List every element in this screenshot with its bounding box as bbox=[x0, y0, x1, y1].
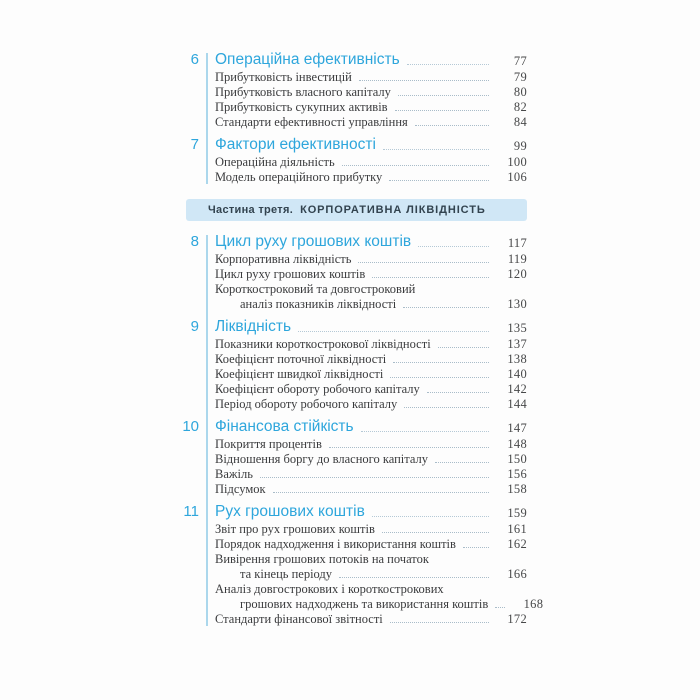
entry-page-number: 119 bbox=[507, 252, 527, 266]
toc-entry bbox=[215, 170, 527, 185]
toc-entry bbox=[215, 352, 527, 367]
dotted-leader bbox=[359, 80, 489, 81]
dotted-leader bbox=[393, 362, 489, 363]
part-label: Частина третя. bbox=[208, 204, 294, 216]
chapter-title-row bbox=[215, 232, 527, 252]
chapter-page-number: 147 bbox=[507, 421, 527, 435]
dotted-leader bbox=[495, 607, 505, 608]
toc-group-part3 bbox=[179, 232, 544, 627]
chapter-title-row bbox=[215, 502, 527, 522]
chapter-number: 8 bbox=[190, 233, 199, 250]
toc-entry bbox=[215, 267, 527, 282]
toc-entry bbox=[215, 337, 527, 352]
chapter-title: Фінансова стійкість bbox=[215, 418, 354, 435]
toc-entry bbox=[215, 382, 527, 397]
chapter-page-number: 159 bbox=[507, 506, 527, 520]
entry-page-number: 168 bbox=[523, 597, 544, 611]
entry-page-number: 142 bbox=[507, 382, 527, 396]
chapter-page-number: 77 bbox=[513, 54, 527, 68]
chapter-number: 9 bbox=[190, 318, 199, 335]
entry-label: Прибутковість інвестицій bbox=[215, 70, 352, 84]
toc-entry bbox=[215, 537, 527, 552]
dotted-leader bbox=[395, 110, 489, 111]
toc-chapter-6 bbox=[179, 50, 527, 130]
entry-page-number: 150 bbox=[507, 452, 527, 466]
toc-entry bbox=[215, 85, 527, 100]
entry-label: Операційна діяльність bbox=[215, 155, 335, 169]
toc-group-part2 bbox=[179, 50, 527, 185]
toc-entry bbox=[215, 552, 527, 582]
dotted-leader bbox=[372, 277, 489, 278]
chapter-title: Фактори ефективності bbox=[215, 136, 376, 153]
entry-label: Стандарти фінансової звітності bbox=[215, 612, 383, 626]
entry-page-number: 161 bbox=[507, 522, 527, 536]
part-banner bbox=[186, 199, 527, 221]
entry-page-number: 80 bbox=[513, 85, 527, 99]
entry-label: Звіт про рух грошових коштів bbox=[215, 522, 375, 536]
dotted-leader bbox=[383, 149, 489, 150]
entry-label: Коефіцієнт обороту робочого капіталу bbox=[215, 382, 420, 396]
entry-label: Модель операційного прибутку bbox=[215, 170, 383, 184]
chapter-title-row bbox=[215, 50, 527, 70]
entry-page-number: 166 bbox=[507, 567, 527, 581]
dotted-leader bbox=[342, 165, 489, 166]
dotted-leader bbox=[407, 64, 489, 65]
chapter-title: Ліквідність bbox=[215, 318, 292, 335]
entry-label: Відношення боргу до власного капіталу bbox=[215, 452, 429, 466]
dotted-leader bbox=[390, 377, 489, 378]
entry-page-number: 158 bbox=[507, 482, 527, 496]
toc-entry bbox=[215, 70, 527, 85]
dotted-leader bbox=[372, 516, 489, 517]
chapter-rule-line bbox=[206, 53, 208, 184]
chapter-title: Рух грошових коштів bbox=[215, 503, 365, 520]
dotted-leader bbox=[403, 307, 489, 308]
dotted-leader bbox=[415, 125, 489, 126]
entry-label: Підсумок bbox=[215, 482, 266, 496]
entry-label: Стандарти ефективності управління bbox=[215, 115, 408, 129]
entry-label: Аналіз довгострокових і короткострокових bbox=[215, 582, 444, 596]
entry-page-number: 84 bbox=[513, 115, 527, 129]
dotted-leader bbox=[361, 431, 489, 432]
entry-page-number: 162 bbox=[507, 537, 527, 551]
entry-label-continued: та кінець періоду bbox=[240, 567, 333, 581]
toc-chapter-10 bbox=[179, 417, 527, 497]
entry-page-number: 138 bbox=[507, 352, 527, 366]
toc-chapter-9 bbox=[179, 317, 527, 412]
dotted-leader bbox=[438, 347, 489, 348]
entry-label: Покриття процентів bbox=[215, 437, 322, 451]
table-of-contents bbox=[179, 50, 544, 627]
entry-label: Важіль bbox=[215, 467, 253, 481]
entry-page-number: 100 bbox=[507, 155, 527, 169]
toc-entry bbox=[215, 397, 527, 412]
toc-entry bbox=[215, 522, 527, 537]
toc-entry bbox=[215, 452, 527, 467]
toc-entry bbox=[215, 437, 527, 452]
dotted-leader bbox=[260, 477, 489, 478]
toc-chapter-7 bbox=[179, 135, 527, 185]
chapter-title-row bbox=[215, 317, 527, 337]
dotted-leader bbox=[273, 492, 489, 493]
dotted-leader bbox=[389, 180, 489, 181]
dotted-leader bbox=[404, 407, 489, 408]
toc-entry bbox=[215, 482, 527, 497]
entry-label: Період обороту робочого капіталу bbox=[215, 397, 398, 411]
toc-chapter-8 bbox=[179, 232, 527, 312]
entry-label: Коефіцієнт швидкої ліквідності bbox=[215, 367, 384, 381]
chapter-rule-line bbox=[206, 235, 208, 626]
entry-page-number: 156 bbox=[507, 467, 527, 481]
chapter-number: 10 bbox=[182, 418, 199, 435]
entry-page-number: 120 bbox=[507, 267, 527, 281]
dotted-leader bbox=[435, 462, 489, 463]
chapter-number: 7 bbox=[190, 136, 199, 153]
entry-page-number: 137 bbox=[507, 337, 527, 351]
entry-page-number: 172 bbox=[507, 612, 527, 626]
dotted-leader bbox=[339, 577, 489, 578]
dotted-leader bbox=[382, 532, 489, 533]
dotted-leader bbox=[463, 547, 489, 548]
entry-label-continued: грошових надходжень та використання коштів bbox=[240, 597, 489, 611]
toc-entry bbox=[215, 155, 527, 170]
entry-label-continued: аналіз показників ліквідності bbox=[240, 297, 397, 311]
entry-label: Прибутковість сукупних активів bbox=[215, 100, 388, 114]
chapter-page-number: 135 bbox=[507, 321, 527, 335]
entry-page-number: 140 bbox=[507, 367, 527, 381]
toc-entry bbox=[215, 467, 527, 482]
chapter-page-number: 117 bbox=[507, 236, 527, 250]
chapter-title: Цикл руху грошових коштів bbox=[215, 233, 412, 250]
entry-label: Вивірення грошових потоків на початок bbox=[215, 552, 429, 566]
toc-entry bbox=[215, 100, 527, 115]
chapter-number: 6 bbox=[190, 51, 199, 68]
toc-entry bbox=[215, 252, 527, 267]
chapter-title-row bbox=[215, 417, 527, 437]
entry-label: Цикл руху грошових коштів bbox=[215, 267, 366, 281]
dotted-leader bbox=[418, 246, 489, 247]
toc-entry bbox=[215, 582, 544, 612]
chapter-title-row bbox=[215, 135, 527, 155]
entry-label: Порядок надходження і використання коштів bbox=[215, 537, 456, 551]
chapter-number: 11 bbox=[183, 503, 199, 520]
toc-entry bbox=[215, 367, 527, 382]
entry-label: Показники короткострокової ліквідності bbox=[215, 337, 431, 351]
entry-page-number: 82 bbox=[513, 100, 527, 114]
dotted-leader bbox=[427, 392, 489, 393]
entry-page-number: 106 bbox=[507, 170, 527, 184]
entry-page-number: 144 bbox=[507, 397, 527, 411]
entry-label: Корпоративна ліквідність bbox=[215, 252, 352, 266]
dotted-leader bbox=[298, 331, 489, 332]
entry-label: Прибутковість власного капіталу bbox=[215, 85, 391, 99]
entry-label: Короткостроковий та довгостроковий bbox=[215, 282, 416, 296]
toc-entry bbox=[215, 115, 527, 130]
dotted-leader bbox=[358, 262, 489, 263]
entry-label: Коефіцієнт поточної ліквідності bbox=[215, 352, 387, 366]
chapter-page-number: 99 bbox=[513, 139, 527, 153]
dotted-leader bbox=[329, 447, 489, 448]
entry-page-number: 130 bbox=[507, 297, 527, 311]
dotted-leader bbox=[398, 95, 489, 96]
entry-page-number: 148 bbox=[507, 437, 527, 451]
part-title: КОРПОРАТИВНА ЛІКВІДНІСТЬ bbox=[300, 204, 486, 216]
toc-chapter-11 bbox=[179, 502, 544, 627]
entry-page-number: 79 bbox=[513, 70, 527, 84]
toc-entry bbox=[215, 612, 527, 627]
toc-entry bbox=[215, 282, 527, 312]
dotted-leader bbox=[390, 622, 489, 623]
chapter-title: Операційна ефективність bbox=[215, 51, 400, 68]
